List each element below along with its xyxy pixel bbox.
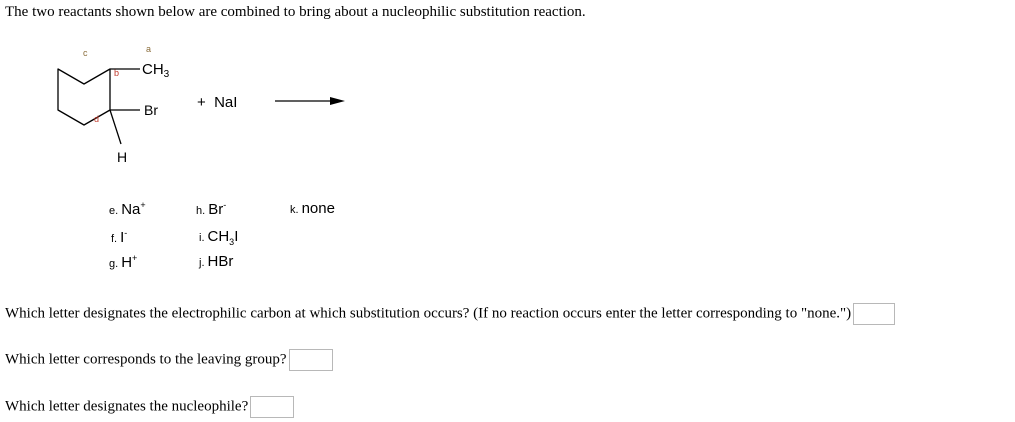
- option-j: j. HBr: [199, 253, 234, 270]
- label-c: c: [83, 48, 88, 58]
- question-3-text: Which letter designates the nucleophile?: [5, 398, 249, 415]
- question-nucleophile: [5, 396, 294, 418]
- substituent-br: Br: [144, 102, 158, 118]
- label-b: b: [114, 68, 120, 78]
- reaction-scheme: [0, 0, 400, 200]
- label-a: a: [146, 44, 152, 54]
- option-f: f. I-: [111, 228, 128, 246]
- question-2-text: Which letter corresponds to the leaving group?: [5, 351, 287, 368]
- option-h: h. Br-: [196, 200, 227, 218]
- option-g: g. H+: [109, 253, 138, 271]
- intro-text: The two reactants shown below are combined to bring about a nucleophilic substitution reaction.: [5, 4, 586, 20]
- substituent-h: H: [117, 149, 128, 165]
- answer-input-electrophilic-carbon[interactable]: [853, 303, 895, 325]
- reaction-arrow-head: [330, 97, 345, 105]
- bond-d-h: [110, 110, 121, 144]
- reagent-nai: + NaI: [197, 94, 238, 111]
- cyclohexane-ring: [58, 69, 110, 125]
- answer-input-leaving-group[interactable]: [289, 349, 333, 371]
- question-leaving-group: [5, 349, 333, 371]
- option-i: i. $CH_3I$: [199, 228, 239, 247]
- option-e: e. Na+: [109, 200, 146, 218]
- answer-input-nucleophile[interactable]: [250, 396, 294, 418]
- question-1-text: Which letter designates the electrophilic carbon at which substitution occurs? (If no reaction occurs enter the letter corresponding to "none."): [5, 305, 852, 322]
- option-k: k. none: [290, 200, 335, 217]
- question-electrophilic-carbon: [5, 303, 895, 325]
- substituent-ch3: $CH_3$: [142, 61, 170, 80]
- label-d: d: [94, 114, 100, 124]
